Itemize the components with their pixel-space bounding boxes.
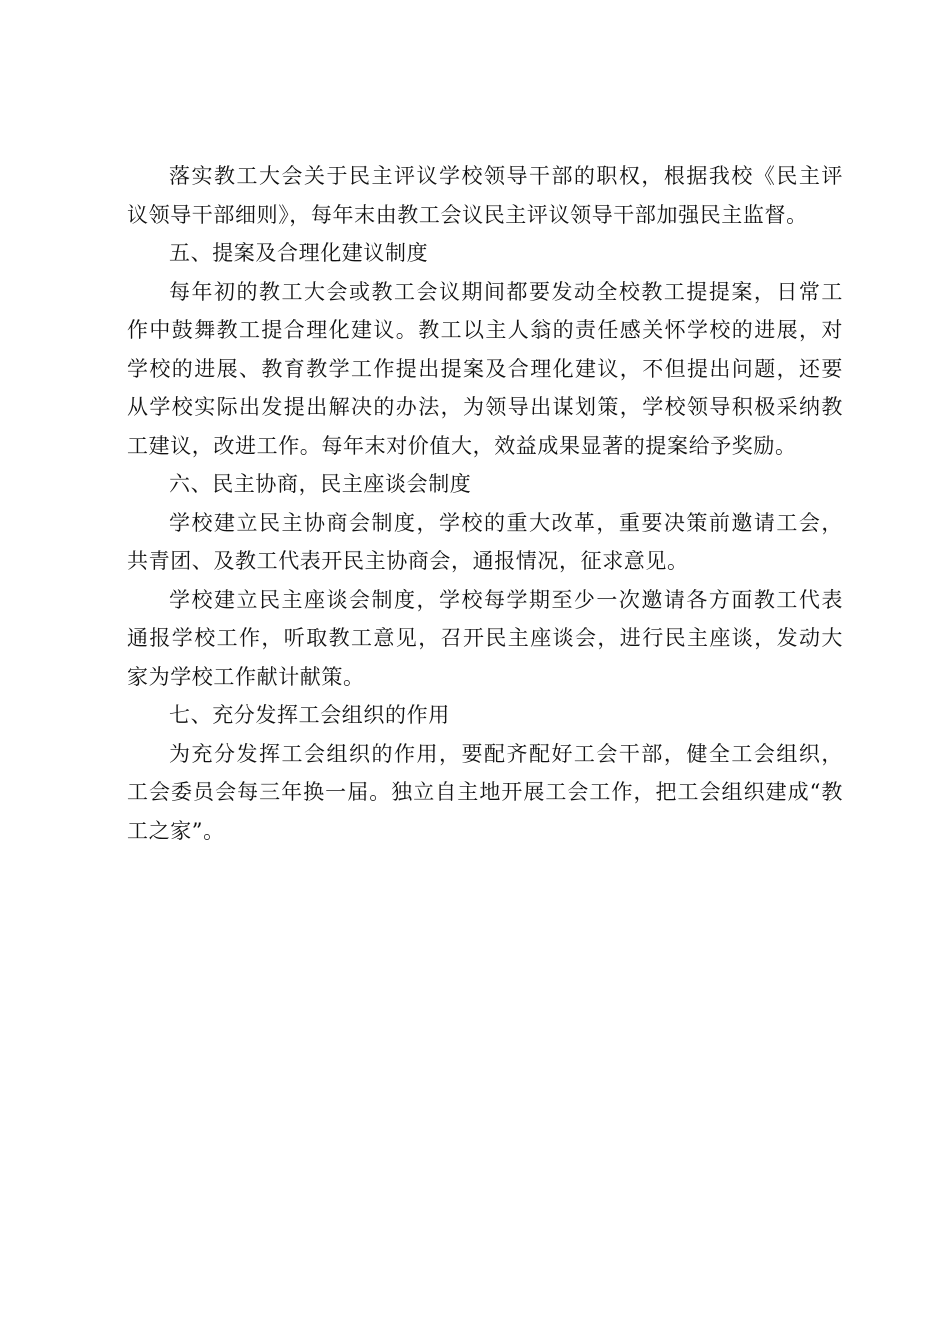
section-heading-proposals: 五、提案及合理化建议制度 [169,241,429,265]
document-body [127,157,843,850]
paragraph-forum-meeting: 学校建立民主座谈会制度，学校每学期至少一次邀请各方面教工代表 通报学校工作，听取教工意见，召开民主座谈会，进行民主座谈，发动大 家为学校工作献计献策。 [127,587,843,689]
paragraph-union: 为充分发挥工会组织的作用，要配齐配好工会干部，健全工会组织， 工会委员会每三年换一届。独立自主地开展工会工作，把工会组织建成“教 工之家”。 [127,741,843,843]
paragraph-evaluation: 落实教工大会关于民主评议学校领导干部的职权，根据我校《民主评 议领导干部细则》，每年末由教工会议民主评议领导干部加强民主监督。 [127,164,843,227]
paragraph-consultation-meeting: 学校建立民主协商会制度，学校的重大改革，重要决策前邀请工会， 共青团、及教工代表开民主协商会，通报情况，征求意见。 [127,510,843,573]
paragraph-proposals: 每年初的教工大会或教工会议期间都要发动全校教工提提案，日常工 作中鼓舞教工提合理化建议。教工以主人翁的责任感关怀学校的进展，对 学校的进展、教育教学工作提出提案及合理化建议，不但提出问题，还要 从学校实际出发提出解决的办法，为领导出谋划策，学校领导积极采纳教 工建议，改进工作。每年末对价值大，效益成果显著的提案给予奖励。 [127,279,843,458]
section-heading-consultation: 六、民主协商，民主座谈会制度 [169,472,472,496]
section-heading-union: 七、充分发挥工会组织的作用 [169,703,450,727]
